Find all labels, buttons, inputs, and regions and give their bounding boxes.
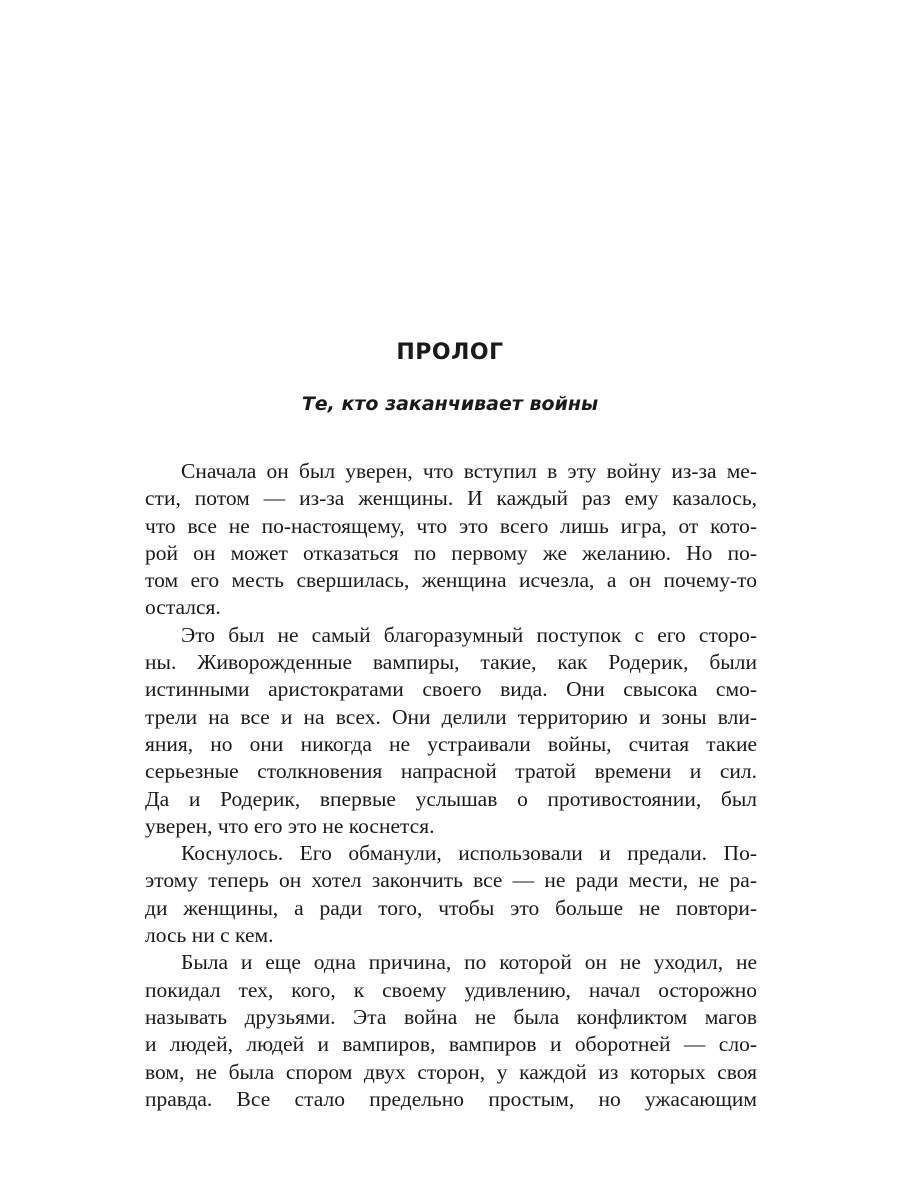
text-line: остался. xyxy=(145,595,221,620)
text-line: лось ни с кем. xyxy=(145,923,274,948)
text-line: том его месть свершилась, женщина исчезла, а он почему-то xyxy=(145,568,757,593)
text-line: покидал тех, кого, к своему удивлению, начал осторожно xyxy=(145,977,757,1002)
text-line: рой он может отказаться по первому же желанию. Но по- xyxy=(145,540,757,565)
body-text xyxy=(145,458,757,1113)
text-line: и людей, людей и вампиров, вампиров и оборотней — сло- xyxy=(145,1032,757,1057)
text-line: Коснулось. Его обманули, использовали и предали. По- xyxy=(181,841,757,866)
text-line: называть друзьями. Эта война не была конфликтом магов xyxy=(145,1004,757,1029)
text-line: Да и Родерик, впервые услышав о противостоянии, был xyxy=(145,786,757,811)
text-line: Это был не самый благоразумный поступок с его сторо- xyxy=(181,622,757,647)
text-line: ди женщины, а ради того, чтобы это больше не повтори- xyxy=(145,895,757,920)
text-line: что все не по-настоящему, что это всего лишь игра, от кото- xyxy=(145,513,757,538)
text-line: правда. Все стало предельно простым, но ужасающим xyxy=(145,1086,757,1111)
text-line: истинными аристократами своего вида. Они свысока смо- xyxy=(145,677,757,702)
text-line: Была и еще одна причина, по которой он не уходил, не xyxy=(181,950,757,975)
text-line: яния, но они никогда не устраивали войны, считая такие xyxy=(145,731,757,756)
text-line: трели на все и на всех. Они делили территорию и зоны вли- xyxy=(145,704,757,729)
text-line: этому теперь он хотел закончить все — не ради мести, не ра- xyxy=(145,868,757,893)
text-line: сти, потом — из-за женщины. И каждый раз ему казалось, xyxy=(145,486,757,511)
text-line: ны. Живорожденные вампиры, такие, как Родерик, были xyxy=(145,650,757,675)
text-line: Сначала он был уверен, что вступил в эту войну из-за ме- xyxy=(181,459,757,483)
text-line: уверен, что его это не коснется. xyxy=(145,813,435,838)
chapter-subtitle: Те, кто заканчивает войны xyxy=(301,393,599,415)
chapter-title: ПРОЛОГ xyxy=(396,340,504,365)
text-line: серьезные столкновения напрасной тратой времени и сил. xyxy=(145,759,757,784)
text-line: вом, не была спором двух сторон, у каждой из которых своя xyxy=(145,1059,757,1084)
